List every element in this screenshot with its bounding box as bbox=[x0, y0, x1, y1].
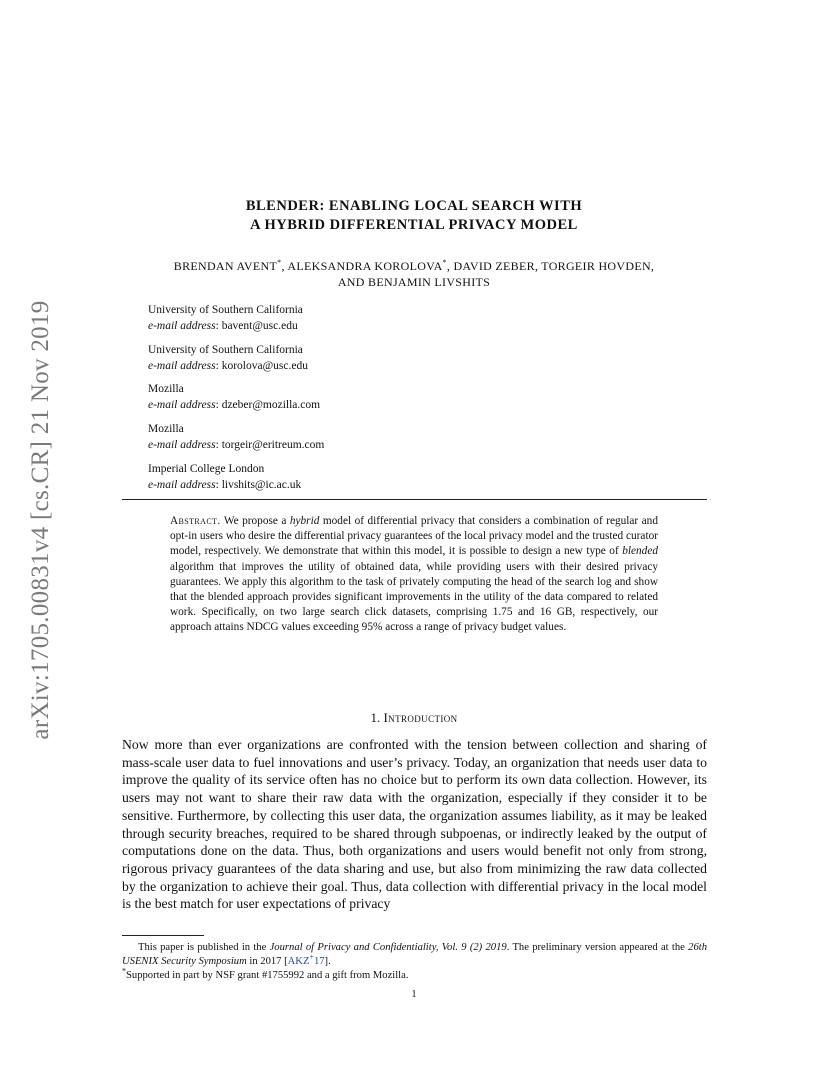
footnote-text: This paper is published in the bbox=[138, 942, 270, 953]
abstract bbox=[170, 514, 658, 636]
author-name: BRENDAN AVENT bbox=[173, 259, 278, 273]
author-footnote-mark: * bbox=[442, 258, 447, 267]
section-number: 1. bbox=[370, 710, 381, 725]
introduction-paragraph: Now more than ever organizations are confronted with the tension between collection and sharing of mass-scale user data to fuel innovations and user’s privacy. Today, an organization that needs user data to improve the quality of its service often has no choice but to perform its own data collection. However, its users may not want to share their raw data with the organization, especially if they consider it to be sensitive. Furthermore, by collecting this user data, the organization assumes liability, as it may be leaked through security breaches, required to be shared through subpoenas, or indirectly leaked by the output of computations done on the data. Thus, both organizations and users would benefit not only from strong, rigorous privacy guarantees of the data sharing and use, but also from minimizing the raw data collected by the organization to achieve their goal. Thus, data collection with differential privacy in the local model is the best match for user expectations of privacy bbox=[122, 737, 707, 912]
arxiv-identifier-stamp: arXiv:1705.00831v4 [cs.CR] 21 Nov 2019 bbox=[27, 300, 54, 740]
affiliation-block: Imperial College London e-mail address: livshits@ic.ac.uk bbox=[148, 463, 302, 491]
abstract-text: We propose a bbox=[220, 515, 290, 527]
abstract-text: model of differential privacy that considers a combination of regular and opt-in users who desire the differential privacy guarantees of the local privacy model and the trusted curator model, respectively. We demonstrate that within this model, it is possible to design a new type of bbox=[170, 515, 658, 558]
footnote-text: in 2017 [ bbox=[246, 956, 288, 967]
affiliation-institution: Mozilla bbox=[148, 383, 184, 395]
section-title: Introduction bbox=[383, 710, 458, 725]
citation-link[interactable] bbox=[287, 952, 325, 967]
footnote-mark: * bbox=[122, 966, 126, 976]
footnote-divider bbox=[122, 935, 204, 936]
page-number: 1 bbox=[411, 989, 417, 1000]
abstract-emphasis: hybrid bbox=[289, 515, 320, 527]
email-address: korolova@usc.edu bbox=[221, 360, 308, 372]
footnote-text: Supported in part by NSF grant #1755992 and a gift from Mozilla. bbox=[126, 970, 409, 981]
footnotes bbox=[122, 941, 707, 983]
abstract-label: Abstract. bbox=[170, 515, 221, 527]
affiliation-block: University of Southern California e-mail address: bavent@usc.edu bbox=[148, 304, 303, 332]
affiliation-block: Mozilla e-mail address: torgeir@eritreum.com bbox=[148, 423, 325, 451]
affiliation-institution: Mozilla bbox=[148, 423, 184, 435]
author-list: BRENDAN AVENT*, ALEKSANDRA KOROLOVA*, DAVID ZEBER, TORGEIR HOVDEN, AND BENJAMIN LIVSHITS bbox=[173, 258, 655, 289]
footnote-funding bbox=[122, 966, 707, 983]
author-name: AND BENJAMIN LIVSHITS bbox=[337, 275, 491, 289]
email-address: dzeber@mozilla.com bbox=[221, 399, 321, 411]
author-name: ALEKSANDRA KOROLOVA bbox=[287, 259, 443, 273]
title-line-1: BLENDER: ENABLING LOCAL SEARCH WITH bbox=[245, 198, 583, 214]
footnote-text: ]. bbox=[324, 956, 331, 967]
affiliation-block: University of Southern California e-mail address: korolova@usc.edu bbox=[148, 344, 308, 372]
footnote-text: . The preliminary version appeared at the bbox=[506, 942, 689, 953]
section-heading bbox=[0, 710, 828, 726]
citation-year[interactable]: 17 bbox=[313, 956, 325, 967]
citation-key[interactable]: AKZ bbox=[287, 956, 310, 967]
affiliation-institution: University of Southern California bbox=[148, 344, 303, 356]
citation-superscript[interactable]: + bbox=[309, 952, 314, 962]
author-name: TORGEIR HOVDEN bbox=[541, 259, 651, 273]
author-name: DAVID ZEBER bbox=[453, 259, 535, 273]
email-label: e-mail address bbox=[148, 399, 216, 411]
email-label: e-mail address bbox=[148, 360, 216, 372]
email-label: e-mail address bbox=[148, 479, 216, 491]
author-footnote-mark: * bbox=[277, 258, 282, 267]
title-line-2: A HYBRID DIFFERENTIAL PRIVACY MODEL bbox=[250, 217, 578, 233]
email-label: e-mail address bbox=[148, 320, 216, 332]
journal-name: Journal of Privacy and Confidentiality, Vol. 9 (2) 2019 bbox=[269, 942, 507, 953]
email-address: bavent@usc.edu bbox=[221, 320, 298, 332]
abstract-text: algorithm that improves the utility of obtained data, while providing users with their desired privacy guarantees. We apply this algorithm to the task of privately computing the head of the search log and show that the blended approach provides significant improvements in the utility of the data compared to related work. Specifically, on two large search click datasets, comprising 1.75 and 16 GB, respectively, our approach attains NDCG values exceeding 95% across a range of privacy budget values. bbox=[170, 560, 658, 634]
header-divider bbox=[122, 499, 707, 500]
affiliation-block: Mozilla e-mail address: dzeber@mozilla.com bbox=[148, 383, 321, 411]
email-address: livshits@ic.ac.uk bbox=[221, 479, 302, 491]
affiliation-institution: Imperial College London bbox=[148, 463, 265, 475]
footnote-publication bbox=[122, 941, 707, 969]
email-label: e-mail address bbox=[148, 439, 216, 451]
paper-title bbox=[0, 197, 828, 235]
email-address: torgeir@eritreum.com bbox=[221, 439, 325, 451]
abstract-emphasis: blended bbox=[622, 545, 658, 558]
venue-name: 26th USENIX Security Symposium bbox=[122, 942, 707, 967]
affiliation-institution: University of Southern California bbox=[148, 304, 303, 316]
